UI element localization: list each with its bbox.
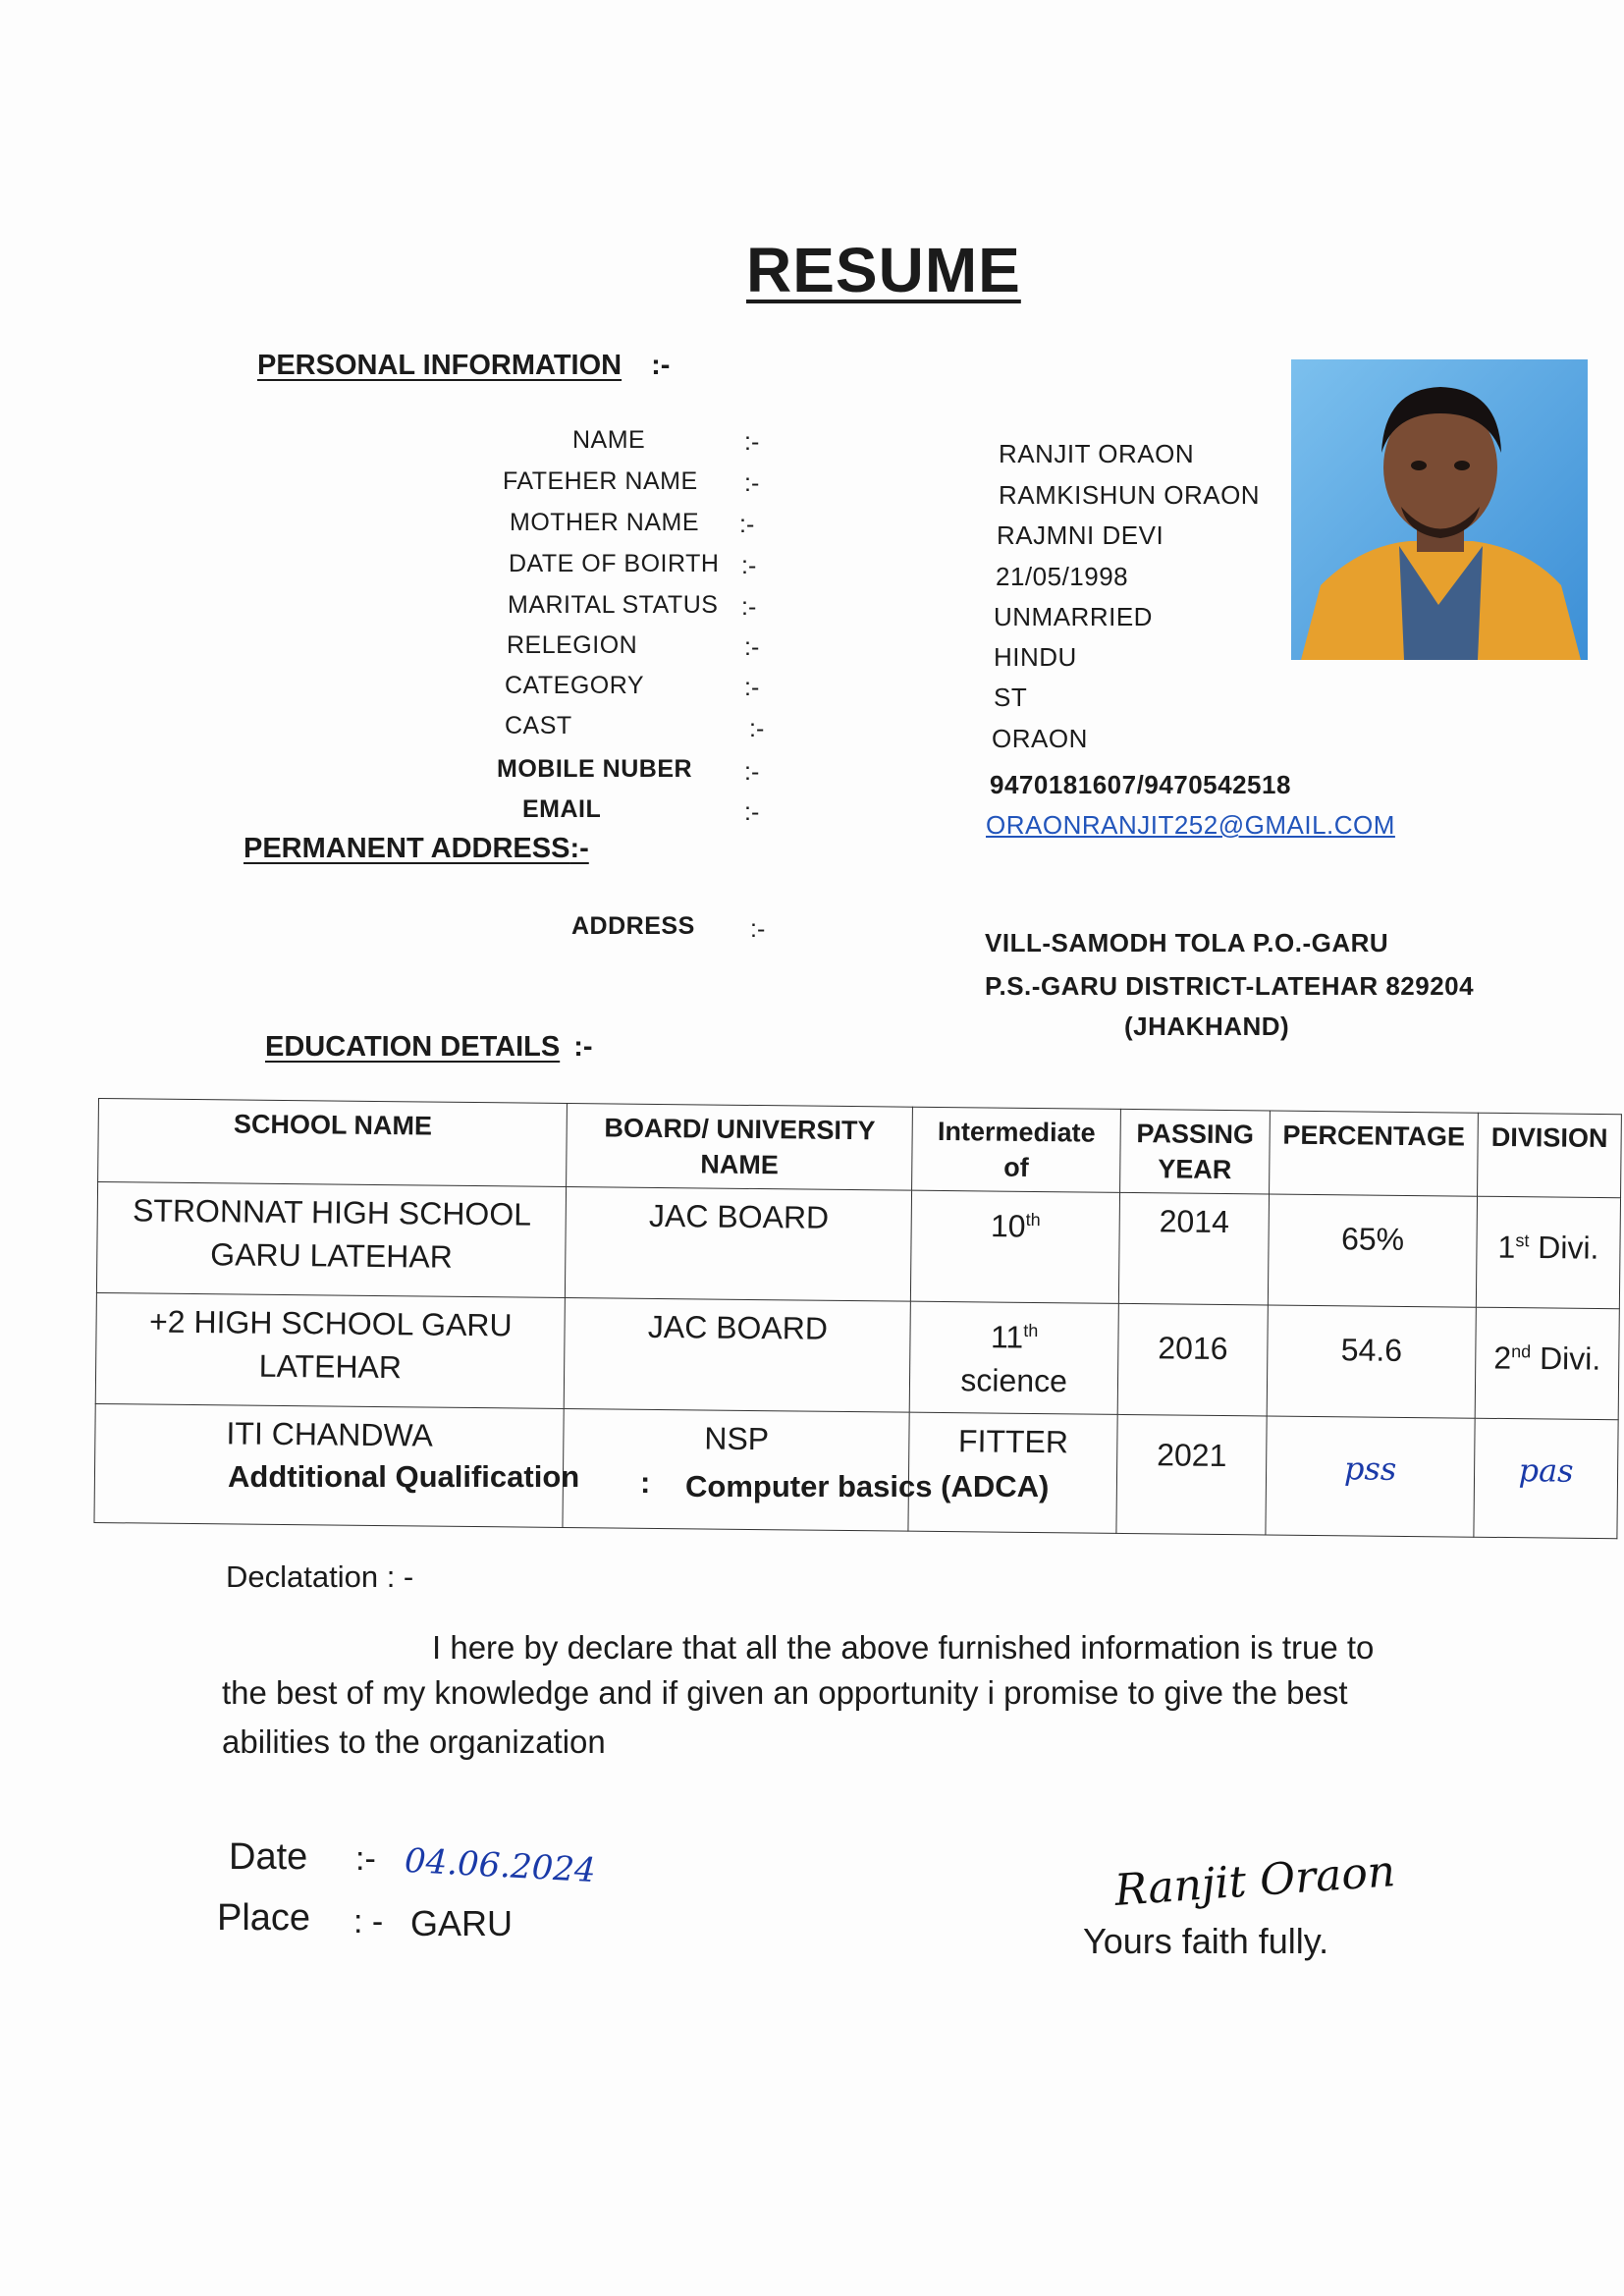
personal-info-heading-sep: :- (651, 350, 671, 381)
label-marital-status: MARITAL STATUS (508, 591, 719, 619)
cell-percentage: 54.6 (1267, 1305, 1476, 1418)
personal-info-heading-text: PERSONAL INFORMATION (257, 350, 623, 381)
intermediate-stream: science (960, 1361, 1068, 1399)
school-line1: ITI CHANDWA (226, 1415, 434, 1453)
colon-marital-status: :- (741, 593, 757, 621)
division-text: Divi. (1529, 1229, 1599, 1266)
intermediate-suffix: th (1025, 1209, 1041, 1230)
header-intermediate-line2: of (1003, 1152, 1029, 1182)
header-passing-line2: YEAR (1158, 1154, 1232, 1185)
school-line1: +2 HIGH SCHOOL GARU (148, 1303, 513, 1343)
header-division-text: DIVISION (1490, 1121, 1608, 1154)
declaration-line-1: I here by declare that all the above furnished information is true to (432, 1629, 1375, 1666)
colon-category: :- (744, 674, 760, 701)
table-row (96, 1182, 1620, 1309)
declaration-line-3: abilities to the organization (222, 1723, 606, 1760)
intermediate-value: 11 (990, 1319, 1024, 1355)
header-board-line1: BOARD/ UNIVERSITY (604, 1113, 876, 1146)
cell-percentage (1266, 1416, 1475, 1537)
address-line-1: VILL-SAMODH TOLA P.O.-GARU (985, 928, 1389, 957)
value-date-of-birth: 21/05/1998 (996, 562, 1129, 591)
header-percentage (1270, 1111, 1479, 1196)
intermediate-suffix: th (1023, 1320, 1039, 1341)
education-heading-text: EDUCATION DETAILS (265, 1031, 561, 1063)
label-father-name: FATEHER NAME (503, 467, 698, 495)
declaration-line-2: the best of my knowledge and if given an opportunity i promise to give the best (222, 1674, 1348, 1711)
value-name: RANJIT ORAON (999, 439, 1195, 468)
label-mobile: MOBILE NUBER (497, 755, 693, 783)
header-school-name (98, 1099, 568, 1187)
cell-year: 2016 (1117, 1303, 1268, 1416)
label-date-of-birth: DATE OF BOIRTH (509, 550, 720, 577)
profile-photo-graphic (1291, 359, 1588, 660)
cell-intermediate (911, 1190, 1120, 1303)
header-board-line2: NAME (700, 1149, 780, 1180)
cell-board: JAC BOARD (565, 1297, 911, 1412)
colon-email: :- (744, 798, 760, 826)
label-mother-name: MOTHER NAME (510, 509, 699, 536)
declaration-heading: Declatation : - (226, 1559, 414, 1594)
colon-father-name: :- (744, 469, 760, 497)
value-cast: ORAON (992, 724, 1088, 753)
colon-address: :- (750, 915, 766, 943)
value-mobile: 9470181607/9470542518 (990, 770, 1291, 799)
address-heading-sep: :- (569, 833, 589, 864)
cell-year: 2021 (1116, 1414, 1267, 1535)
label-email: EMAIL (522, 795, 602, 823)
label-name: NAME (572, 426, 646, 454)
closing-text: Yours faith fully. (1083, 1921, 1329, 1961)
header-intermediate (912, 1107, 1121, 1192)
colon-date-of-birth: :- (741, 552, 757, 579)
cell-board: NSP (563, 1408, 909, 1531)
school-line2: LATEHAR (258, 1347, 403, 1386)
header-passing-year (1120, 1109, 1271, 1194)
handwritten-pass: pas (1518, 1451, 1574, 1490)
division-number: 1 (1497, 1229, 1516, 1265)
address-heading (244, 833, 589, 865)
place-sep: : - (353, 1903, 384, 1941)
label-address: ADDRESS (571, 912, 695, 940)
profile-photo (1291, 359, 1588, 660)
table-header-row (98, 1099, 1622, 1198)
colon-cast: :- (749, 715, 765, 742)
personal-info-heading (257, 350, 670, 382)
cell-division (1474, 1418, 1618, 1539)
page-title: RESUME (746, 235, 1021, 305)
address-heading-text: PERMANENT ADDRESS (244, 833, 570, 864)
header-percentage-text: PERCENTAGE (1282, 1120, 1466, 1152)
value-mother-name: RAJMNI DEVI (997, 520, 1164, 550)
division-text: Divi. (1530, 1339, 1601, 1377)
school-line1: STRONNAT HIGH SCHOOL (132, 1192, 532, 1232)
colon-mobile: :- (744, 758, 760, 786)
value-religion: HINDU (994, 642, 1077, 672)
cell-intermediate (909, 1301, 1118, 1414)
address-line-3: (JHAKHAND) (1124, 1011, 1290, 1041)
cell-year: 2014 (1118, 1192, 1269, 1305)
cell-school (96, 1182, 567, 1298)
cell-school (95, 1292, 566, 1408)
header-division (1478, 1113, 1622, 1198)
header-board (567, 1104, 913, 1191)
label-category: CATEGORY (505, 672, 644, 699)
label-religion: RELEGION (507, 631, 638, 659)
division-suffix: st (1515, 1230, 1530, 1251)
header-intermediate-line1: Intermediate (937, 1116, 1096, 1148)
place-label: Place (217, 1897, 311, 1939)
additional-qualification-sep: : (640, 1465, 651, 1500)
header-school-name-text: SCHOOL NAME (233, 1109, 433, 1141)
intermediate-value: FITTER (957, 1423, 1069, 1460)
colon-name: :- (744, 428, 760, 456)
header-passing-line1: PASSING (1136, 1119, 1255, 1150)
value-father-name: RAMKISHUN ORAON (999, 480, 1261, 510)
education-heading (265, 1031, 593, 1064)
value-marital-status: UNMARRIED (994, 602, 1153, 631)
colon-religion: :- (744, 633, 760, 661)
date-value: 04.06.2024 (404, 1840, 597, 1891)
cell-board: JAC BOARD (566, 1187, 912, 1302)
signature: Ranjit Oraon (1112, 1846, 1397, 1916)
colon-mother-name: :- (739, 511, 755, 538)
place-value: GARU (410, 1903, 514, 1943)
additional-qualification-label: Addtitional Qualification (228, 1459, 580, 1494)
cell-division (1476, 1196, 1620, 1309)
intermediate-value: 10 (990, 1208, 1026, 1244)
division-suffix: nd (1511, 1341, 1532, 1362)
handwritten-pass: pss (1343, 1449, 1397, 1488)
value-category: ST (994, 683, 1028, 712)
table-row (95, 1292, 1619, 1419)
label-cast: CAST (505, 712, 572, 739)
cell-percentage: 65% (1268, 1194, 1477, 1307)
date-label: Date (229, 1836, 308, 1878)
email-link[interactable]: ORAONRANJIT252@GMAIL.COM (986, 810, 1395, 840)
education-heading-sep: :- (573, 1031, 593, 1063)
cell-division (1475, 1307, 1619, 1420)
address-line-2: P.S.-GARU DISTRICT-LATEHAR 829204 (985, 971, 1475, 1001)
additional-qualification-value: Computer basics (ADCA) (685, 1469, 1050, 1503)
school-line2: GARU LATEHAR (210, 1236, 454, 1275)
division-number: 2 (1493, 1339, 1512, 1376)
date-sep: :- (355, 1840, 376, 1878)
